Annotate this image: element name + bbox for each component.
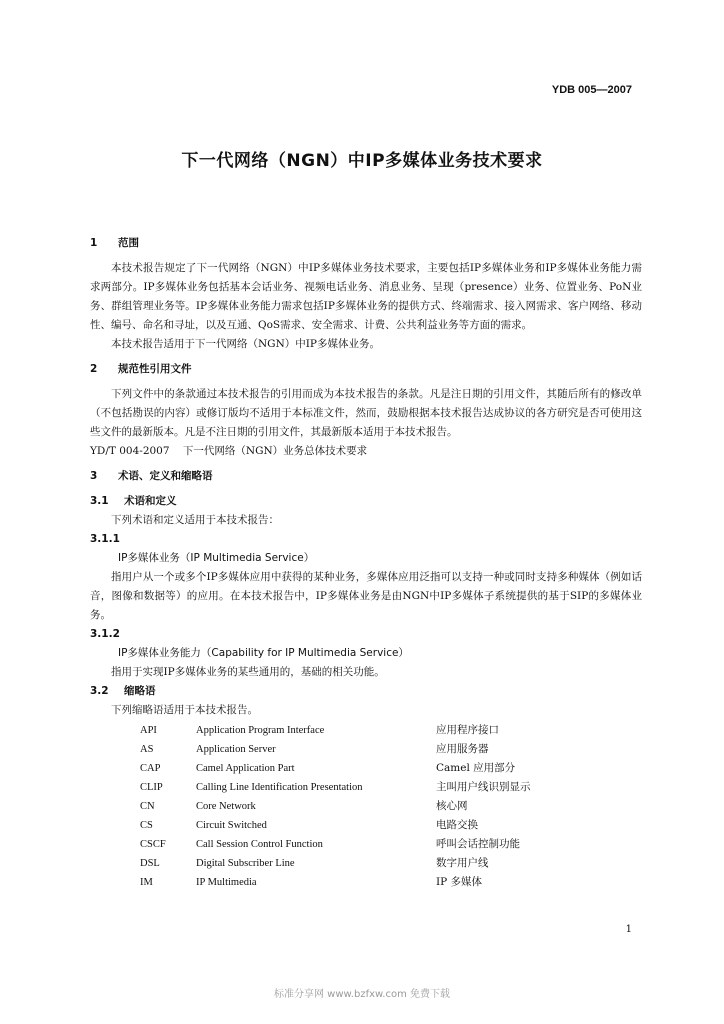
term-3-1-1-definition: 指用户从一个或多个IP多媒体应用中获得的某种业务，多媒体应用泛指可以支持一种或同时支持多种媒体（例如话音，图像和数据等）的应用。在本技术报告中，IP多媒体业务是由NGN中IP多媒体子系统提供的基于SIP的多媒体业务。 (90, 571, 642, 621)
abbreviation-row (140, 797, 576, 816)
abbreviation-full-name: Application Program Interface (196, 725, 325, 736)
section-3-1-heading: 3.1 术语和定义 (90, 495, 177, 507)
abbreviation: CLIP (140, 782, 163, 793)
section-3-2-heading: 3.2 缩略语 (90, 685, 156, 697)
abbreviation-full-name: Digital Subscriber Line (196, 858, 295, 869)
page-number: 1 (625, 924, 632, 935)
abbreviation-row (140, 721, 576, 740)
abbreviation-full-name: Application Server (196, 744, 276, 755)
term-3-1-2-number: 3.1.2 (90, 628, 120, 640)
abbreviation-full-name: Camel Application Part (196, 763, 295, 774)
normative-reference: YD/T 004-2007 下一代网络（NGN）业务总体技术要求 (90, 445, 368, 457)
document-body (90, 232, 642, 892)
abbreviation-full-name: Circuit Switched (196, 820, 267, 831)
abbreviation-chinese-name: 应用程序接口 (436, 724, 499, 736)
abbreviation-row (140, 759, 576, 778)
section-2-heading: 2 规范性引用文件 (90, 363, 192, 375)
abbreviation-full-name: Calling Line Identification Presentation (196, 782, 363, 793)
section-1-heading: 1 范围 (90, 237, 139, 249)
abbreviation-chinese-name: Camel 应用部分 (436, 762, 516, 774)
abbreviation-chinese-name: 呼叫会话控制功能 (436, 838, 520, 850)
section-3-heading: 3 术语、定义和缩略语 (90, 470, 213, 482)
abbreviation-chinese-name: 电路交换 (436, 819, 478, 831)
abbreviation-full-name: Call Session Control Function (196, 839, 323, 850)
section-3-2-intro: 下列缩略语适用于本技术报告。 (111, 704, 258, 716)
abbreviation: CSCF (140, 839, 166, 850)
abbreviation-chinese-name: 核心网 (436, 800, 468, 812)
term-3-1-2-title: IP多媒体业务能力（Capability for IP Multimedia Service） (118, 647, 409, 659)
term-3-1-1-title: IP多媒体业务（IP Multimedia Service） (118, 552, 315, 564)
document-code: YDB 005—2007 (551, 84, 632, 96)
abbreviation-chinese-name: 数字用户线 (436, 857, 489, 869)
term-3-1-1-number: 3.1.1 (90, 533, 120, 545)
abbreviation-row (140, 835, 576, 854)
abbreviation-row (140, 816, 576, 835)
abbreviation: CAP (140, 763, 161, 774)
section-2-paragraph: 下列文件中的条款通过本技术报告的引用而成为本技术报告的条款。凡是注日期的引用文件，其随后所有的修改单（不包括勘误的内容）或修订版均不适用于本标准文件，然而，鼓励根据本技术报告达成协议的各方研究是否可使用这些文件的最新版本。凡是不注日期的引用文件，其最新版本适用于本技术报告。 (90, 388, 642, 438)
abbreviation: DSL (140, 858, 160, 869)
abbreviation-full-name: Core Network (196, 801, 256, 812)
abbreviation: API (140, 725, 157, 736)
abbreviation: IM (140, 877, 153, 888)
section-1-paragraph-1: 本技术报告规定了下一代网络（NGN）中IP多媒体业务技术要求，主要包括IP多媒体业务和IP多媒体业务能力需求两部分。IP多媒体业务包括基本会话业务、视频电话业务、消息业务、呈现（presence）业务、位置业务、PoN业务、群组管理业务等。IP多媒体业务能力需求包括IP多媒体业务的提供方式、终端需求、接入网需求、客户网络、移动性、编号、命名和寻址，以及互通、QoS需求、安全需求、计费、公共利益业务等方面的需求。 (90, 262, 642, 331)
abbreviation-full-name: IP Multimedia (196, 877, 257, 888)
section-3-1-intro: 下列术语和定义适用于本技术报告： (111, 514, 279, 526)
abbreviation-row (140, 740, 576, 759)
abbreviation-row (140, 778, 576, 797)
abbreviation: CN (140, 801, 155, 812)
page-title: 下一代网络（NGN）中IP多媒体业务技术要求 (181, 151, 543, 171)
abbreviation-chinese-name: IP 多媒体 (436, 876, 483, 888)
watermark: 标准分享网 www.bzfxw.com 免费下载 (274, 989, 450, 1000)
abbreviation: AS (140, 744, 154, 755)
abbreviation-chinese-name: 主叫用户线识别显示 (436, 781, 531, 793)
abbreviation: CS (140, 820, 153, 831)
abbreviations-table (140, 721, 576, 892)
abbreviation-chinese-name: 应用服务器 (436, 743, 489, 755)
abbreviation-row (140, 873, 576, 892)
abbreviation-row (140, 854, 576, 873)
term-3-1-2-definition: 指用于实现IP多媒体业务的某些通用的，基础的相关功能。 (111, 666, 385, 678)
section-1-paragraph-2: 本技术报告适用于下一代网络（NGN）中IP多媒体业务。 (111, 338, 380, 350)
